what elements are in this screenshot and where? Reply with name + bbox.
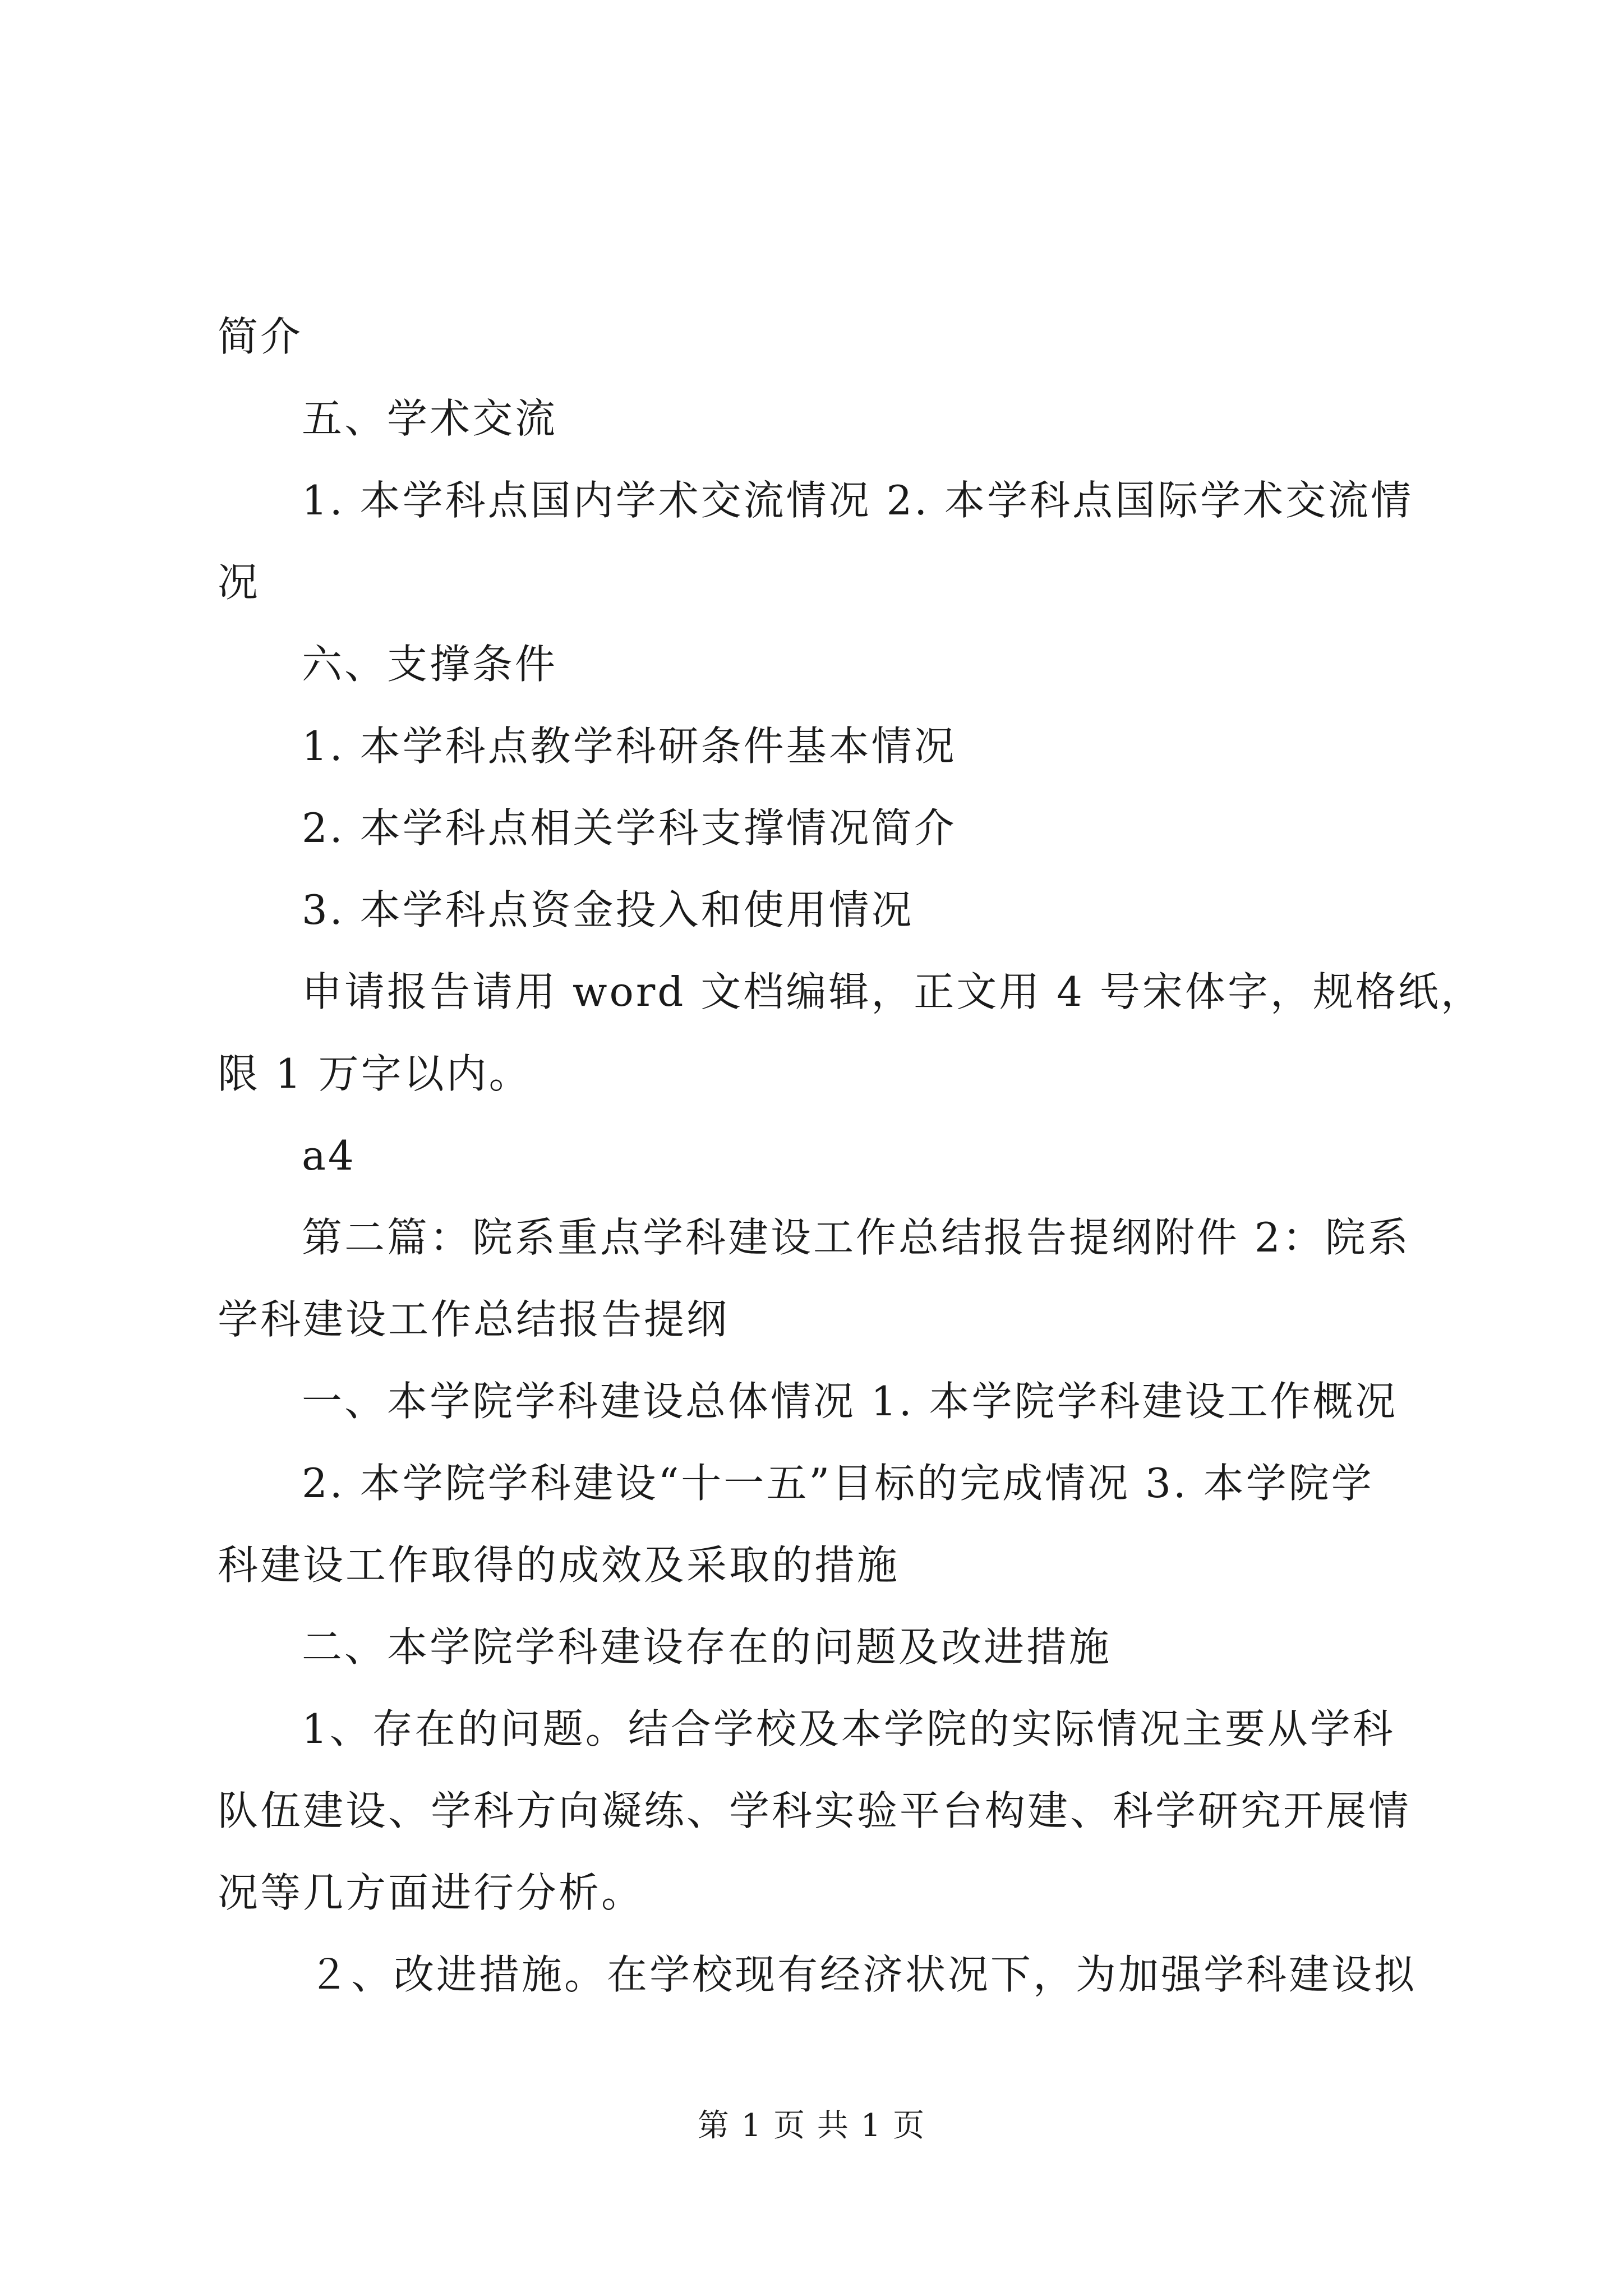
text-line: 3. 本学科点资金投入和使用情况 [302, 886, 914, 933]
text-line: 申请报告请用 word 文档编辑，正文用 4 号宋体字，规格纸， [302, 968, 1483, 1015]
text-line: 况等几方面进行分析。 [218, 1869, 644, 1916]
text-line: 2. 本学院学科建设“十一五”目标的完成情况 3. 本学院学 [302, 1460, 1374, 1507]
text-line: 1. 本学科点教学科研条件基本情况 [302, 723, 957, 770]
page-footer: 第 1 页 共 1 页 [697, 2108, 926, 2144]
text-line: 学科建设工作总结报告提纲 [218, 1296, 730, 1343]
text-line: 简介 [218, 313, 303, 360]
text-line: 1. 本学科点国内学术交流情况 2. 本学科点国际学术交流情 [302, 477, 1414, 524]
section-heading: 六、支撑条件 [302, 641, 558, 688]
text-line: 科建设工作取得的成效及采取的措施 [218, 1542, 900, 1589]
text-line: 限 1 万字以内。 [218, 1050, 532, 1097]
section-heading: 五、学术交流 [302, 395, 558, 442]
section-heading: 二、本学院学科建设存在的问题及改进措施 [302, 1623, 1112, 1671]
section-heading: 一、本学院学科建设总体情况 1. 本学院学科建设工作概况 [302, 1378, 1398, 1425]
text-line: 2. 本学科点相关学科支撑情况简介 [302, 804, 957, 852]
text-line: 队伍建设、学科方向凝练、学科实验平台构建、科学研究开展情 [218, 1787, 1412, 1834]
text-line: 1、存在的问题。结合学校及本学院的实际情况主要从学科 [302, 1705, 1395, 1752]
text-line: 况 [218, 559, 261, 606]
text-line: a4 [302, 1132, 356, 1179]
text-line: ２、改进措施。在学校现有经济状况下，为加强学科建设拟 [308, 1951, 1417, 1998]
text-line: 第二篇：院系重点学科建设工作总结报告提纲附件 2：院系 [302, 1214, 1410, 1261]
